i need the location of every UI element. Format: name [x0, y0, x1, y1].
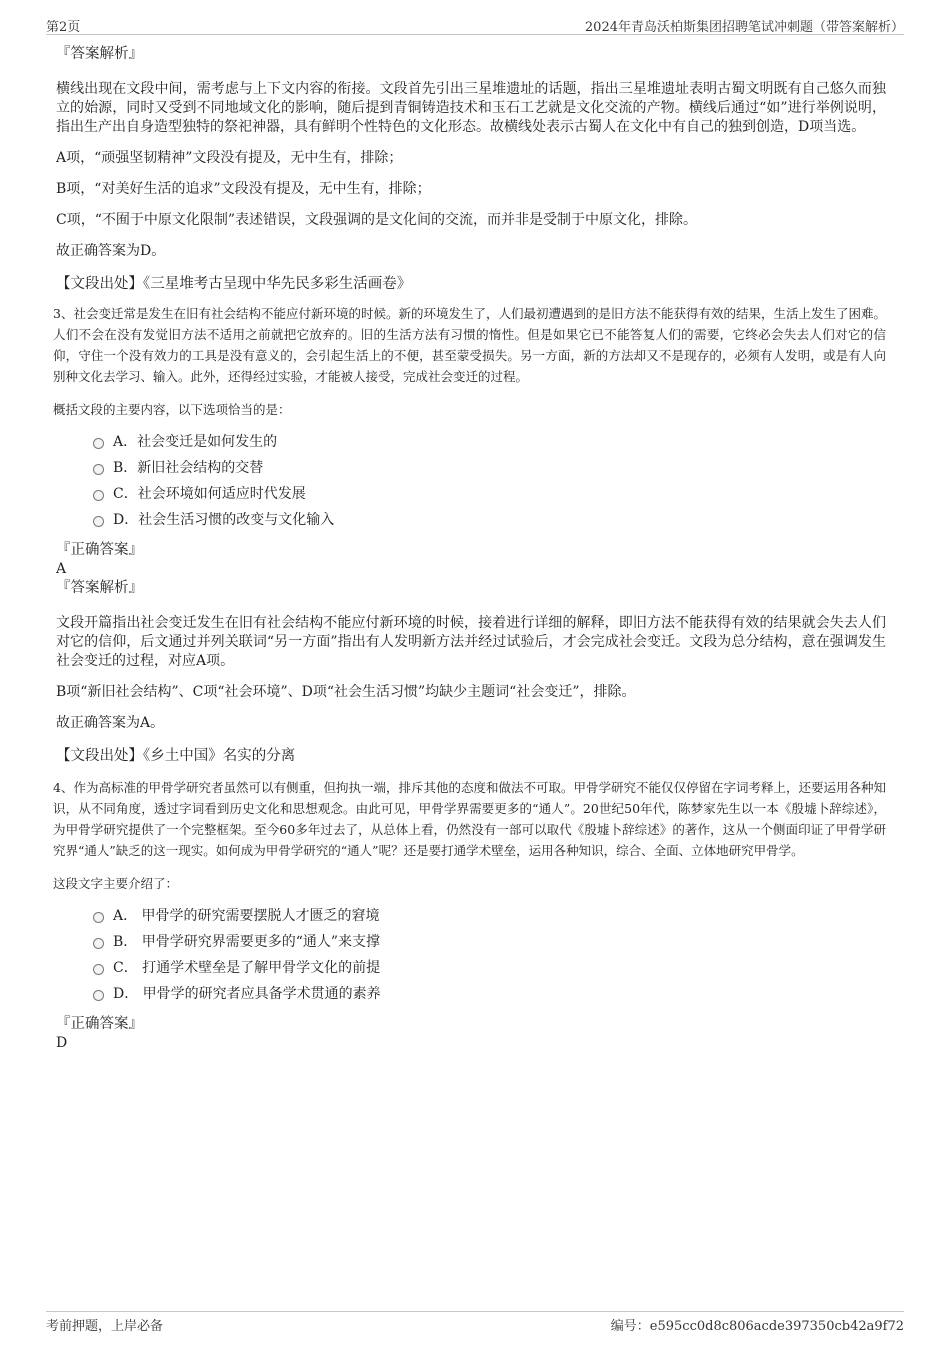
q4-answer-label: 『正确答案』: [56, 1016, 143, 1032]
q3-option-b-label: B．新旧社会结构的交替: [113, 460, 264, 476]
q2-option-b-explanation: B项，“对美好生活的追求”文段没有提及，无中生有，排除；: [56, 181, 431, 197]
q3-analysis-label: 『答案解析』: [56, 580, 143, 596]
page-content: [53, 44, 886, 1052]
q4-stem: 4、作为高标准的甲骨学研究者虽然可以有侧重，但拘执一端，排斥其他的态度和做法不可取。甲骨学研究不能仅仅停留在字词考释上，还要运用各种知识，从不同角度，透过字词看到历史文化和思想观念。由此可见，甲骨学界需要更多的“通人”。20世纪50年代，陈梦家先生以一本《殷墟卜辞综述》，为甲骨学研究提供了一个完整框架。至今60多年过去了，从总体上看，仍然没有一部可以取代《殷墟卜辞综述》的著作，这从一个侧面印证了甲骨学研究界“通人”缺乏的这一现实。如何成为甲骨学研究的“通人”呢？还是要打通学术壁垒，运用各种知识，综合、全面、立体地研究甲骨学。: [53, 780, 886, 858]
q3-option-c-label: C．社会环境如何适应时代发展: [113, 486, 306, 502]
q4-option-d-label: D． 甲骨学的研究者应具备学术贯通的素养: [113, 986, 381, 1002]
q2-analysis-block: [56, 44, 886, 294]
question-3: [53, 303, 886, 536]
q3-answer: A: [56, 561, 67, 577]
radio-button-icon[interactable]: [93, 964, 104, 975]
document-title: 2024年青岛沃柏斯集团招聘笔试冲刺题（带答案解析）: [584, 20, 904, 35]
q3-question: 概括文段的主要内容，以下选项恰当的是：: [53, 402, 291, 417]
page-number: 第2页: [46, 20, 81, 35]
q2-option-c-explanation: C项，“不囿于中原文化限制”表述错误，文段强调的是文化间的交流，而并非是受制于中原文化，排除。: [56, 212, 698, 228]
q3-answer-block: [56, 540, 886, 766]
q4-answer-block: [56, 1014, 886, 1052]
q4-question: 这段文字主要介绍了：: [53, 876, 179, 891]
q2-analysis-label: 『答案解析』: [56, 46, 143, 62]
radio-button-icon[interactable]: [93, 464, 104, 475]
q4-option-c-label: C． 打通学术壁垒是了解甲骨学文化的前提: [113, 960, 381, 976]
q4-option-a[interactable]: [53, 906, 886, 932]
document-code: 编号：e595cc0d8c806acde397350cb42a9f72: [610, 1319, 904, 1334]
q4-option-d[interactable]: [53, 984, 886, 1010]
q3-option-b[interactable]: [53, 458, 886, 484]
footer-slogan: 考前押题，上岸必备: [46, 1319, 164, 1334]
radio-button-icon[interactable]: [93, 912, 104, 923]
q3-option-a[interactable]: [53, 432, 886, 458]
radio-button-icon[interactable]: [93, 516, 104, 527]
q3-source: 【文段出处】《乡土中国》名实的分离: [56, 748, 296, 764]
q2-conclusion: 故正确答案为D。: [56, 243, 166, 259]
q3-option-d-label: D．社会生活习惯的改变与文化输入: [113, 512, 335, 528]
q3-option-a-label: A．社会变迁是如何发生的: [113, 434, 278, 450]
radio-button-icon[interactable]: [93, 938, 104, 949]
q3-option-d[interactable]: [53, 510, 886, 536]
q3-option-c[interactable]: [53, 484, 886, 510]
q3-exclusion: B项“新旧社会结构”、C项“社会环境”、D项“社会生活习惯”均缺少主题词“社会变迁”，排除。: [56, 684, 636, 700]
q3-answer-label: 『正确答案』: [56, 542, 143, 558]
q4-option-b[interactable]: [53, 932, 886, 958]
q4-option-b-label: B． 甲骨学研究界需要更多的“通人”来支撑: [113, 934, 381, 950]
q3-stem: 3、社会变迁常是发生在旧有社会结构不能应付新环境的时候。新的环境发生了，人们最初遭遇到的是旧方法不能获得有效的结果，生活上发生了困难。人们不会在没有发觉旧方法不适用之前就把它放弃的。旧的生活方法有习惯的惰性。但是如果它已不能答复人们的需要，它终必会失去人们对它的信仰，守住一个没有效力的工具是没有意义的，会引起生活上的不便，甚至蒙受损失。另一方面，新的方法却又不是现存的，必须有人发明，或是有人向别种文化去学习、输入。此外，还得经过实验，才能被人接受，完成社会变迁的过程。: [53, 306, 886, 384]
q3-conclusion: 故正确答案为A。: [56, 715, 165, 731]
q3-analysis-text: 文段开篇指出社会变迁发生在旧有社会结构不能应付新环境的时候，接着进行详细的解释，即旧方法不能获得有效的结果就会失去人们对它的信仰，后文通过并列关联词“另一方面”指出有人发明新方法并经过试验后，才会完成社会变迁。文段为总分结构，意在强调发生社会变迁的过程，对应A项。: [56, 615, 886, 669]
q3-options: [53, 432, 886, 536]
radio-button-icon[interactable]: [93, 438, 104, 449]
q2-analysis-text: 横线出现在文段中间，需考虑与上下文内容的衔接。文段首先引出三星堆遗址的话题，指出三星堆遗址表明古蜀文明既有自己悠久而独立的始源，同时又受到不同地域文化的影响，随后提到青铜铸造技术和玉石工艺就是文化交流的产物。横线后通过“如”进行举例说明，指出生产出自身造型独特的祭祀神器，具有鲜明个性特色的文化形态。故横线处表示古蜀人在文化中有自己的独到创造，D项当选。: [56, 81, 886, 135]
q2-option-a-explanation: A项，“顽强坚韧精神”文段没有提及，无中生有，排除；: [56, 150, 403, 166]
radio-button-icon[interactable]: [93, 990, 104, 1001]
q4-answer: D: [56, 1035, 68, 1051]
q4-option-a-label: A． 甲骨学的研究需要摆脱人才匮乏的窘境: [113, 908, 380, 924]
radio-button-icon[interactable]: [93, 490, 104, 501]
q2-source: 【文段出处】《三星堆考古呈现中华先民多彩生活画卷》: [56, 276, 412, 292]
question-4: [53, 777, 886, 1010]
page-footer: [46, 1311, 904, 1332]
q4-option-c[interactable]: [53, 958, 886, 984]
page-header: [46, 14, 904, 35]
q4-options: [53, 906, 886, 1010]
